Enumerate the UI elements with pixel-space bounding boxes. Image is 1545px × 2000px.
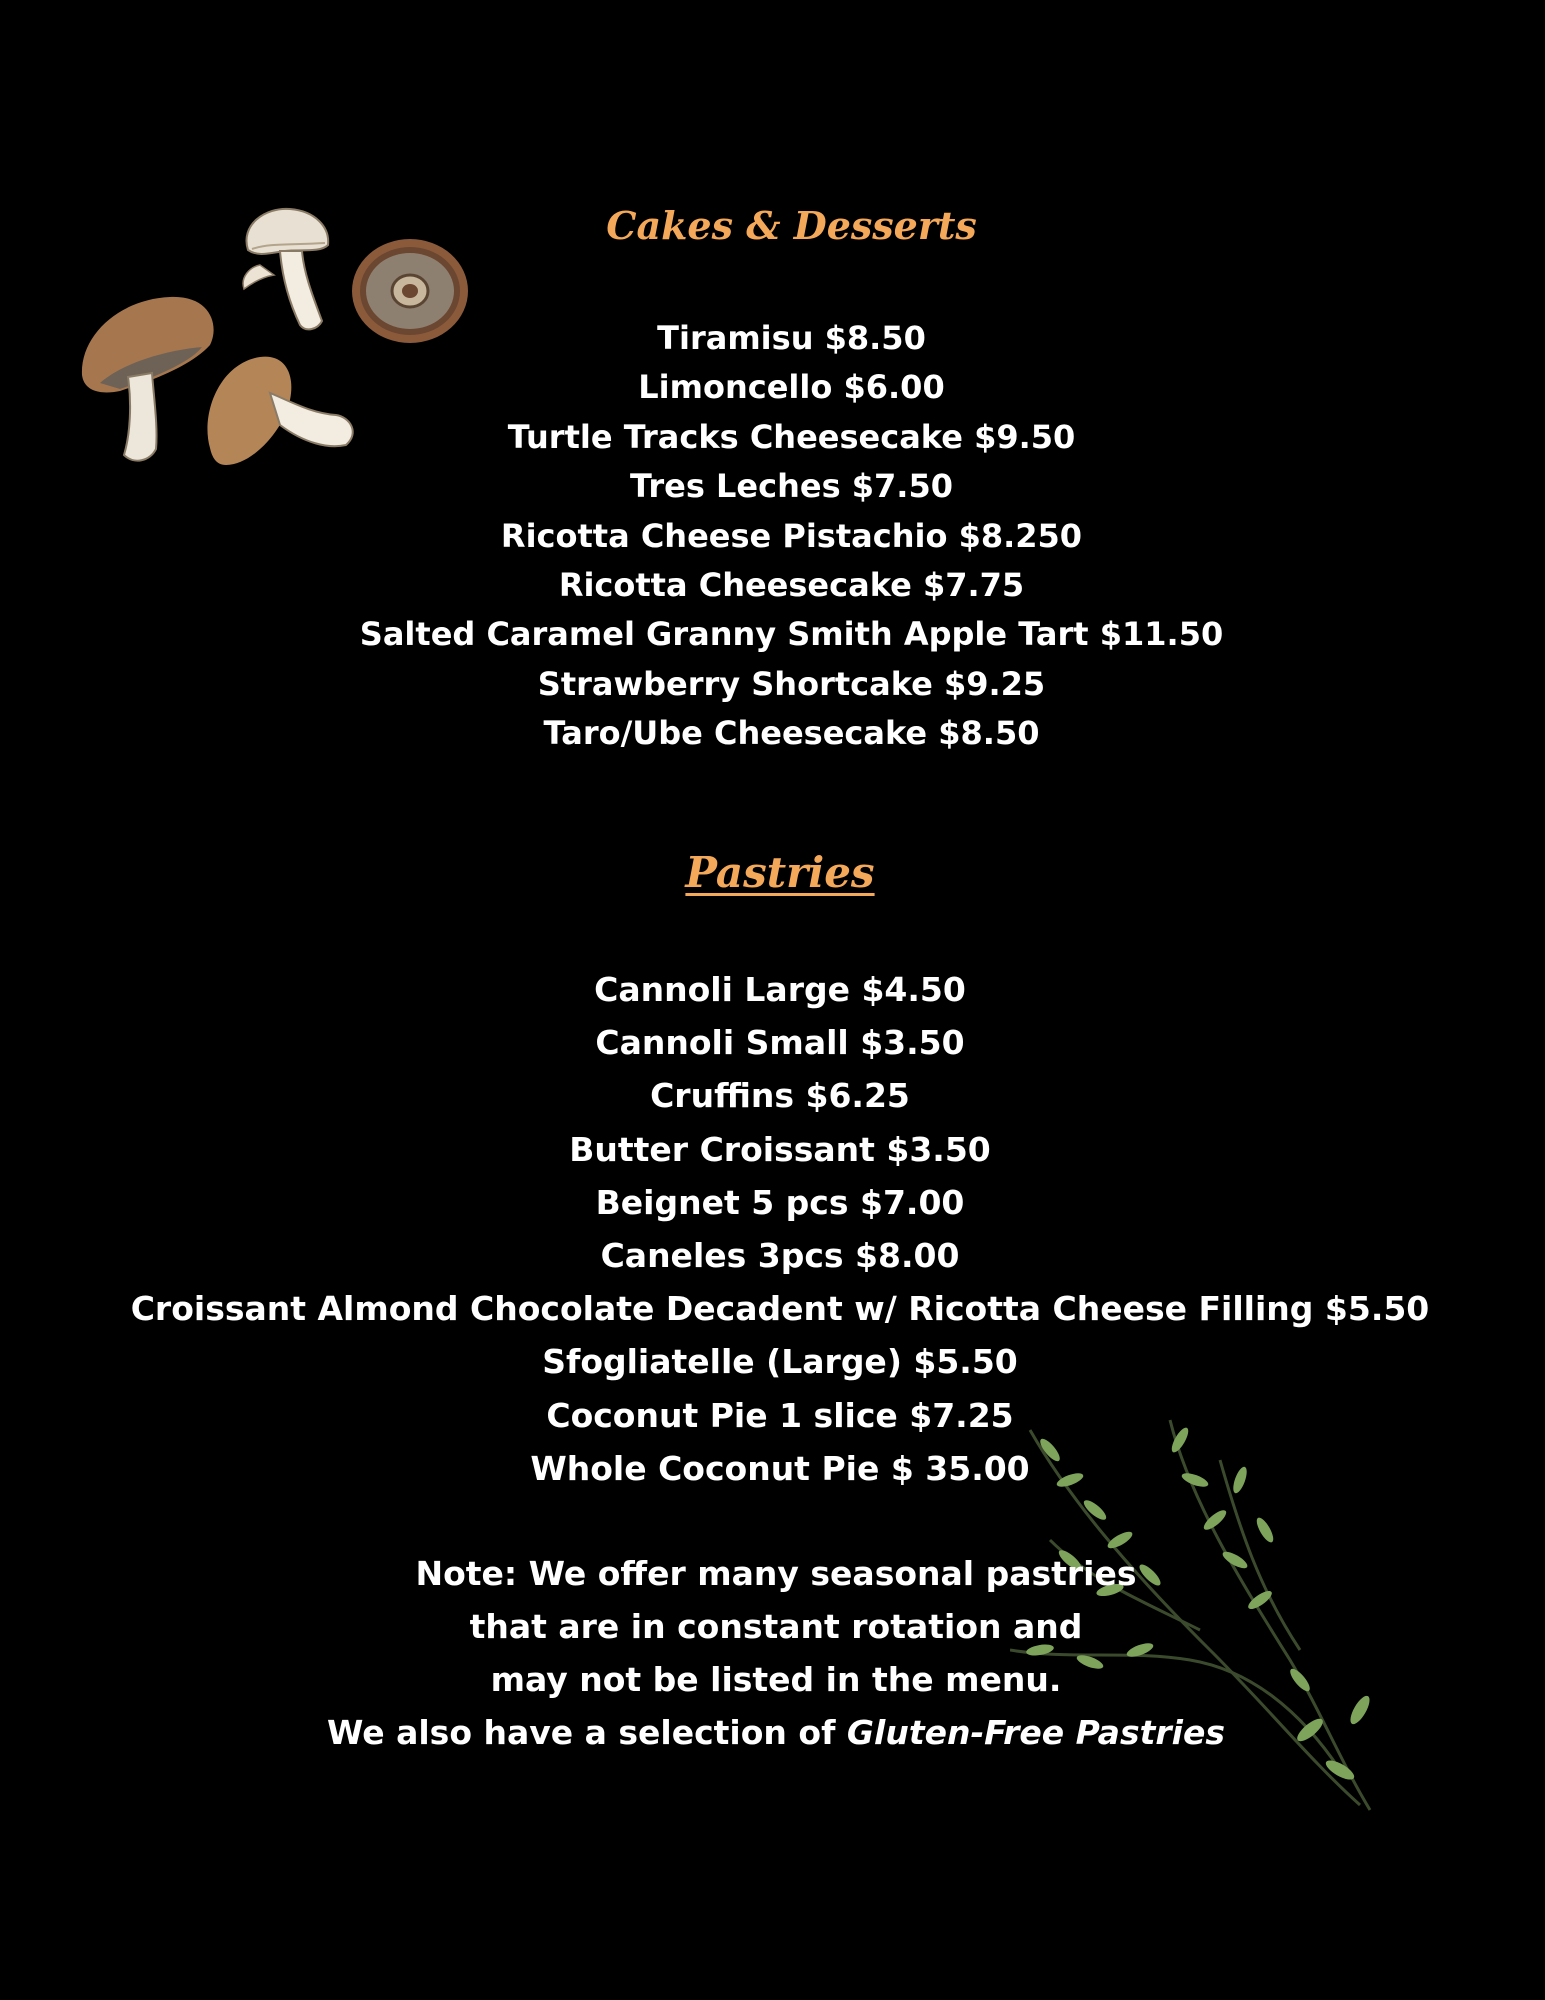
pastries-item-list bbox=[0, 963, 1545, 1495]
list-item: Whole Coconut Pie $ 35.00 bbox=[530, 1448, 1030, 1488]
section-title-cakes: Cakes & Desserts bbox=[606, 203, 977, 248]
list-item: Coconut Pie 1 slice $7.25 bbox=[546, 1395, 1014, 1435]
gluten-free-emphasis: Gluten-Free Pastries bbox=[846, 1713, 1225, 1752]
note-line: may not be listed in the menu. bbox=[490, 1660, 1062, 1699]
list-item: Salted Caramel Granny Smith Apple Tart $11.50 bbox=[359, 615, 1224, 654]
list-item: Cruffins $6.25 bbox=[650, 1076, 910, 1116]
cakes-item-list bbox=[0, 314, 1545, 759]
list-item: Turtle Tracks Cheesecake $9.50 bbox=[507, 417, 1076, 456]
note-line: that are in constant rotation and bbox=[469, 1607, 1083, 1646]
note-line: Note: We offer many seasonal pastries bbox=[415, 1554, 1137, 1593]
list-item: Ricotta Cheese Pistachio $8.250 bbox=[500, 516, 1083, 555]
note-line-prefix: We also have a selection of bbox=[327, 1713, 847, 1752]
list-item: Caneles 3pcs $8.00 bbox=[600, 1236, 960, 1276]
section-title-pastries-text: Pastries bbox=[685, 848, 875, 897]
list-item: Limoncello $6.00 bbox=[638, 368, 945, 407]
list-item: Croissant Almond Chocolate Decadent w/ Ricotta Cheese Filling $5.50 bbox=[130, 1289, 1430, 1329]
seasonal-note bbox=[0, 1547, 1545, 1759]
list-item: Cannoli Small $3.50 bbox=[595, 1023, 965, 1063]
note-line bbox=[0, 1706, 1545, 1759]
list-item: Beignet 5 pcs $7.00 bbox=[595, 1182, 965, 1222]
list-item: Tiramisu $8.50 bbox=[657, 319, 926, 357]
section-title-pastries bbox=[0, 848, 1545, 897]
list-item: Tres Leches $7.50 bbox=[630, 467, 953, 506]
list-item: Cannoli Large $4.50 bbox=[594, 970, 966, 1009]
list-item: Butter Croissant $3.50 bbox=[569, 1129, 991, 1169]
list-item: Strawberry Shortcake $9.25 bbox=[537, 664, 1046, 703]
list-item: Sfogliatelle (Large) $5.50 bbox=[542, 1342, 1018, 1382]
list-item: Taro/Ube Cheesecake $8.50 bbox=[543, 714, 1040, 753]
list-item: Ricotta Cheesecake $7.75 bbox=[558, 566, 1025, 605]
